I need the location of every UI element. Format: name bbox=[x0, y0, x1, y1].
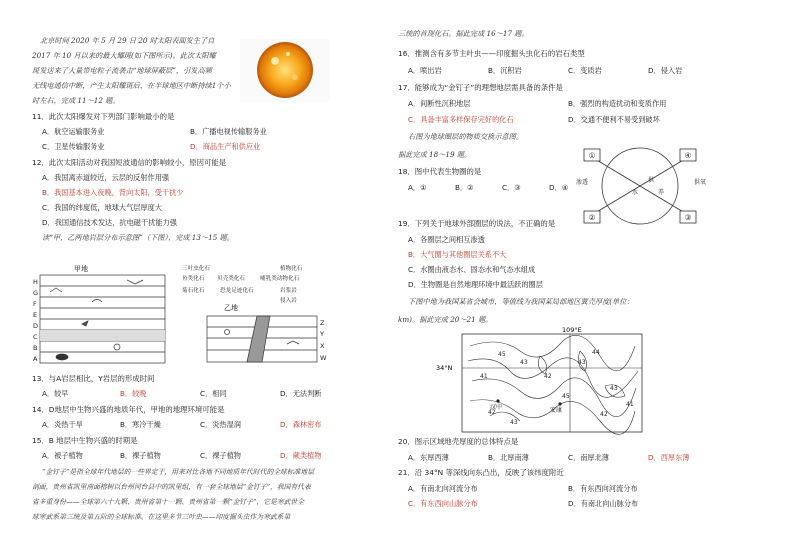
q17-option-c[interactable]: C．具备丰富多样保存完好的化石 bbox=[408, 115, 514, 124]
q16-option-d[interactable]: D．侵入岩 bbox=[648, 66, 683, 75]
legend-trilobite: 三叶虫化石 bbox=[182, 266, 210, 272]
sphere-label-1: ① bbox=[588, 151, 596, 160]
q19-option-c[interactable]: C．水圈由液态水、固态水和气态水组成 bbox=[408, 265, 536, 274]
layer-y: Y bbox=[320, 330, 324, 338]
sphere-label-4: ④ bbox=[684, 151, 692, 160]
layer-d: D bbox=[33, 322, 39, 330]
sphere-right-label: 供氧 bbox=[694, 179, 707, 186]
sun-flare-image bbox=[240, 39, 330, 102]
contour-value-4: 42 bbox=[544, 373, 552, 380]
q12-stem: 12．此次太阳活动对我国短波通信的影响较小，原因可能是 bbox=[32, 158, 227, 167]
q12-option-c[interactable]: C．我国的纬度低，地球大气层厚度大 bbox=[42, 203, 163, 212]
q11-option-b[interactable]: B．广播电视传输服务业 bbox=[190, 127, 267, 136]
layer-c: C bbox=[33, 333, 38, 341]
q19-option-d[interactable]: D．生物圈是自然地理环境中最活跃的圈层 bbox=[408, 280, 543, 289]
legend-shell: 贝壳类化石 bbox=[217, 276, 245, 282]
contour-value-3: 41 bbox=[480, 373, 488, 380]
q17-option-a[interactable]: A．间断性沉积地层 bbox=[408, 99, 471, 108]
q14-option-c[interactable]: C．炎热湿润 bbox=[200, 420, 241, 429]
intro-16-17-line-1: “金钉子”是指全球年代地层的一些界定于，用来对比各地不同地质年代时代的全球标准地层 bbox=[42, 468, 315, 476]
sphere-center-3: 养 bbox=[658, 189, 665, 196]
legend-dinosaur: 恐龙足迹化石 bbox=[220, 288, 254, 294]
q16-stem: 16．推测含有多节主叶虫——印度掘头虫化石的岩石类型 bbox=[398, 49, 585, 58]
sphere-label-3: ③ bbox=[684, 213, 692, 222]
q13-option-a[interactable]: A．较早 bbox=[42, 389, 69, 398]
q15-option-d[interactable]: D．蕨类植物 bbox=[280, 451, 322, 460]
layer-b: B bbox=[33, 344, 38, 352]
contour-value-6: 44 bbox=[592, 349, 600, 356]
intro-line-3: 斑发送来了大量带电粒子流袭击“地球屏蔽层”，引发高频 bbox=[32, 66, 212, 75]
q14-option-d[interactable]: D．森林密布 bbox=[280, 420, 322, 429]
q20-option-b[interactable]: B．北厚南薄 bbox=[488, 453, 529, 462]
yi-label: 乙地 bbox=[224, 304, 238, 312]
q11-option-d[interactable]: D．商品生产和供应业 bbox=[190, 142, 261, 151]
q18-option-c[interactable]: C．③ bbox=[502, 183, 521, 192]
q11-stem: 11．此次太阳爆发对下列部门影响最小的是 bbox=[32, 112, 175, 121]
q17-option-b[interactable]: B．强烈的构造扰动和变质作用 bbox=[568, 99, 667, 108]
q13-option-b[interactable]: B．较晚 bbox=[120, 389, 147, 398]
q11-option-a[interactable]: A．航空运输服务业 bbox=[42, 127, 105, 136]
contour-value-7: 43 bbox=[610, 385, 618, 392]
strata-figure bbox=[32, 262, 332, 366]
q20-option-a[interactable]: A．东厚西薄 bbox=[408, 453, 449, 462]
intro-18-19-b: 据此完成 18～19 题。 bbox=[398, 150, 472, 159]
q21-option-c[interactable]: C．有东西向山脉分布 bbox=[408, 499, 478, 508]
q18-option-b[interactable]: B．② bbox=[455, 183, 474, 192]
q13-option-c[interactable]: C．相同 bbox=[200, 389, 227, 398]
contour-value-5: 43 bbox=[578, 359, 586, 366]
intro-line-5: 时左右，完成 11～12 题。 bbox=[32, 96, 120, 105]
strata-legend bbox=[182, 264, 303, 304]
intro-line-4: 无线电通信中断，产生太阳耀斑后，在半球地区中断持续1个小 bbox=[32, 81, 231, 90]
q18-stem: 18．图中代表生物圈的是 bbox=[398, 167, 482, 176]
contour-value-8: 45 bbox=[562, 393, 570, 400]
q14-option-b[interactable]: B．寒冷干燥 bbox=[120, 420, 161, 429]
contour-value-11: 42 bbox=[600, 411, 608, 418]
q17-option-d[interactable]: D．交通不便利不易受到破坏 bbox=[568, 115, 660, 124]
intro-20-21-line-1: 下图中地为我国某省会城市，等值线为我国某局部地区冀壳厚度(单位： bbox=[408, 297, 634, 306]
legend-intrusive: 侵入岩 bbox=[280, 298, 297, 304]
layer-x: X bbox=[320, 342, 325, 350]
q20-stem: 20．图示区域地壳厚度的总体特点是 bbox=[398, 437, 519, 446]
right-top-line: 三统的首现化石。据此完成 16～17 题。 bbox=[398, 29, 529, 38]
q21-option-b[interactable]: B．有东西向河流分布 bbox=[568, 484, 638, 493]
q11-option-c[interactable]: C．卫星传输服务业 bbox=[42, 142, 105, 151]
contour-value-9: 42 bbox=[488, 409, 496, 416]
q16-option-a[interactable]: A．喷出岩 bbox=[408, 66, 442, 75]
sphere-center-1: 供 bbox=[648, 177, 655, 184]
crust-thickness-map bbox=[436, 326, 650, 436]
q18-option-a[interactable]: A．① bbox=[408, 183, 427, 192]
q19-option-a[interactable]: A．各圈层之间相互渗透 bbox=[408, 235, 485, 244]
layer-a: A bbox=[33, 355, 38, 363]
q21-option-d[interactable]: D．有南北向山脉分布 bbox=[568, 499, 639, 508]
sphere-label-2: ② bbox=[588, 213, 596, 222]
layer-f: F bbox=[33, 300, 37, 308]
city-ankang: 安康 bbox=[550, 407, 563, 414]
layer-z: Z bbox=[320, 319, 325, 327]
intro-16-17-line-2: 剖面，贵州省凯里南面榕树以台州河台县中的凯里组，有一套全球地层“金钉子”，我国有代表 bbox=[32, 483, 311, 491]
jia-layer-letters bbox=[33, 278, 38, 363]
q15-option-b[interactable]: B．裸子植物 bbox=[120, 451, 161, 460]
q15-option-c[interactable]: C．裸子植物 bbox=[200, 451, 241, 460]
q18-option-d[interactable]: D．④ bbox=[549, 183, 569, 192]
intro-line-1: 北京时间 2020 年 5 月 29 日 20 时太阳表面发生了自 bbox=[40, 36, 215, 45]
q14-stem: 14．D地层中生物兴盛的地质年代，甲地的地理环境可能是 bbox=[32, 405, 225, 414]
q15-option-a[interactable]: A．被子植物 bbox=[42, 451, 83, 460]
q13-stem: 13．与A岩层相比，Y岩层的形成时间 bbox=[32, 374, 155, 383]
q15-stem: 15．B 地层中生物兴盛的时期是 bbox=[32, 436, 138, 445]
city-hanzhong: 汉中 bbox=[490, 404, 503, 411]
q20-option-d[interactable]: D．西厚东薄 bbox=[648, 453, 690, 462]
q21-stem: 21．沿 34°N 等深线向东凸出，反映了该纬度附近 bbox=[398, 468, 564, 477]
intro-18-19: 右图为地球圈层的物质交换示意图。 bbox=[408, 132, 524, 141]
sphere-left-label: 渗透 bbox=[576, 179, 589, 186]
layer-g: G bbox=[33, 289, 39, 297]
layer-w: W bbox=[320, 354, 327, 362]
lon-label: 109°E bbox=[562, 326, 582, 334]
intro-16-17-line-4: 球寒武系第三统及第五阶的全球标准。在这里多节三叶虫——印度掘头虫作为寒武系第 bbox=[32, 513, 291, 521]
legend-ammonite: 菊石化石 bbox=[182, 288, 205, 294]
q13-option-d[interactable]: D．无法判断 bbox=[280, 389, 322, 398]
intro-13-15: 读“甲、乙两地岩层分布示意图”（下图），完成 13～15 题。 bbox=[42, 233, 234, 242]
intro-line-2: 2017 年 10 月以来的最大耀斑(如下图所示)。此次太阳耀 bbox=[32, 51, 216, 60]
lat-label: 34°N bbox=[436, 364, 453, 372]
legend-magmatic: 岩浆岩 bbox=[280, 288, 297, 294]
q14-option-a[interactable]: A．炎热干旱 bbox=[42, 420, 83, 429]
q12-option-d[interactable]: D．我国通信技术发达，抗电磁干扰能力强 bbox=[42, 218, 177, 227]
jia-label: 甲地 bbox=[74, 265, 88, 273]
legend-fish: 鱼类化石 bbox=[182, 276, 205, 282]
q19-option-b[interactable]: B．大气圈与其他圈层关系不大 bbox=[408, 250, 507, 259]
contour-value-2: 43 bbox=[520, 359, 528, 366]
q12-option-a[interactable]: A．我国离赤道较近，云层的反射作用强 bbox=[42, 173, 170, 182]
intro-16-17-line-3: 省多重身份——全球第六十九颗、贵州省第十一颗、贵州省第一颗“金钉子”，它是寒武世全 bbox=[32, 498, 305, 506]
intro-20-21-line-2: km)。据此完成 20～21 题。 bbox=[398, 315, 493, 324]
layer-h: H bbox=[33, 278, 38, 286]
q17-stem: 17．能够成为“金钉子”的理想地层需具备的条件是 bbox=[398, 83, 563, 92]
q21-option-a[interactable]: A．有南北向河流分布 bbox=[408, 484, 478, 493]
q20-option-c[interactable]: C．南厚北薄 bbox=[568, 453, 609, 462]
contour-value-1: 45 bbox=[498, 351, 506, 358]
layer-e: E bbox=[33, 311, 38, 319]
contour-value-12: 41 bbox=[626, 401, 634, 408]
sphere-center-2: 水 bbox=[632, 189, 639, 196]
q16-option-c[interactable]: C．变质岩 bbox=[568, 66, 602, 75]
sphere-exchange-diagram bbox=[576, 140, 707, 232]
contour-value-10: 43 bbox=[510, 419, 518, 426]
legend-mammal: 哺乳类动物化石 bbox=[260, 276, 300, 282]
q12-option-b[interactable]: B．我国基本进入夜晚，背向太阳，受干扰少 bbox=[42, 188, 184, 197]
q19-stem: 19．下列关于地球外部圈层的说法，不正确的是 bbox=[398, 219, 556, 228]
q16-option-b[interactable]: B．沉积岩 bbox=[488, 66, 522, 75]
legend-plant: 植物化石 bbox=[280, 266, 303, 272]
